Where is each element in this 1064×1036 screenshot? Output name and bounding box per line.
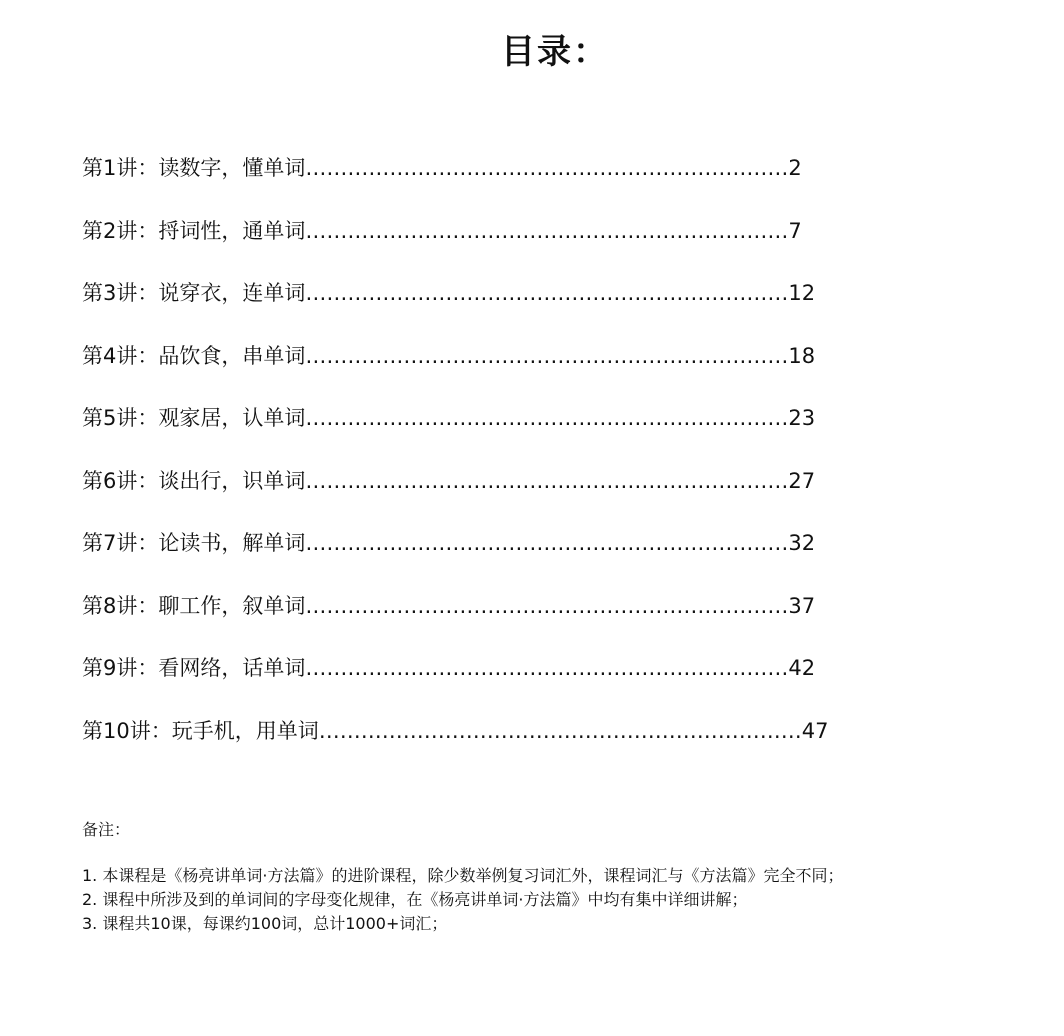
toc-entry-label: 第5讲：观家居，认单词 [82, 406, 306, 430]
toc-entry-7[interactable] [82, 523, 982, 586]
toc-leader-dots: …………………………………………………………… [305, 343, 789, 368]
toc-page-number: 23 [788, 406, 816, 430]
notes-heading: 备注： [82, 820, 131, 839]
toc-page-number: 12 [788, 281, 816, 305]
toc-entry-1[interactable] [82, 148, 982, 211]
toc-entry-2[interactable] [82, 211, 982, 274]
toc-page-number: 42 [788, 656, 816, 680]
toc-leader-dots: …………………………………………………………… [305, 156, 789, 180]
toc-entry-5[interactable] [82, 398, 982, 461]
toc-entry-label: 第3讲：说穿衣，连单词 [82, 281, 306, 305]
toc-leader-dots: …………………………………………………………… [305, 656, 789, 680]
toc-page-number: 32 [788, 531, 816, 555]
note-item-1: 1. 本课程是《杨亮讲单词·方法篇》的进阶课程，除少数举例复习词汇外，课程词汇与《方法篇》完全不同； [82, 866, 844, 885]
page-title: 目录： [501, 32, 609, 72]
note-item-3: 3. 课程共10课，每课约100词，总计1000+词汇； [82, 914, 448, 933]
toc-page-number: 7 [788, 218, 802, 243]
toc-page-number: 18 [788, 343, 816, 368]
toc-entry-label: 第6讲：谈出行，识单词 [82, 468, 306, 493]
toc-entry-8[interactable] [82, 586, 982, 649]
table-of-contents [82, 148, 982, 773]
toc-entry-9[interactable] [82, 648, 982, 711]
toc-entry-label: 第7讲：论读书，解单词 [82, 531, 306, 555]
toc-leader-dots: …………………………………………………………… [305, 531, 789, 555]
toc-leader-dots: …………………………………………………………… [305, 406, 789, 430]
toc-leader-dots: …………………………………………………………… [305, 281, 789, 305]
toc-entry-label: 第1讲：读数字，懂单词 [82, 156, 306, 180]
note-item-2: 2. 课程中所涉及到的单词间的字母变化规律，在《杨亮讲单词·方法篇》中均有集中详细讲解； [82, 890, 748, 909]
toc-leader-dots: …………………………………………………………… [305, 218, 789, 243]
toc-leader-dots: …………………………………………………………… [318, 718, 802, 743]
toc-entry-10[interactable] [82, 711, 982, 774]
toc-entry-label: 第8讲：聊工作，叙单词 [82, 593, 306, 618]
notes-section [82, 818, 1052, 936]
toc-page-number: 27 [788, 468, 816, 493]
toc-entry-label: 第9讲：看网络，话单词 [82, 656, 306, 680]
toc-leader-dots: …………………………………………………………… [305, 593, 789, 618]
toc-page-number: 37 [788, 593, 816, 618]
toc-entry-6[interactable] [82, 461, 982, 524]
toc-entry-4[interactable] [82, 336, 982, 399]
toc-page-number: 47 [801, 718, 829, 743]
toc-leader-dots: …………………………………………………………… [305, 468, 789, 493]
toc-entry-3[interactable] [82, 273, 982, 336]
toc-entry-label: 第2讲：捋词性，通单词 [82, 218, 306, 243]
toc-page-number: 2 [788, 156, 802, 180]
toc-entry-label: 第10讲：玩手机，用单词 [82, 718, 319, 743]
toc-entry-label: 第4讲：品饮食，串单词 [82, 343, 306, 368]
